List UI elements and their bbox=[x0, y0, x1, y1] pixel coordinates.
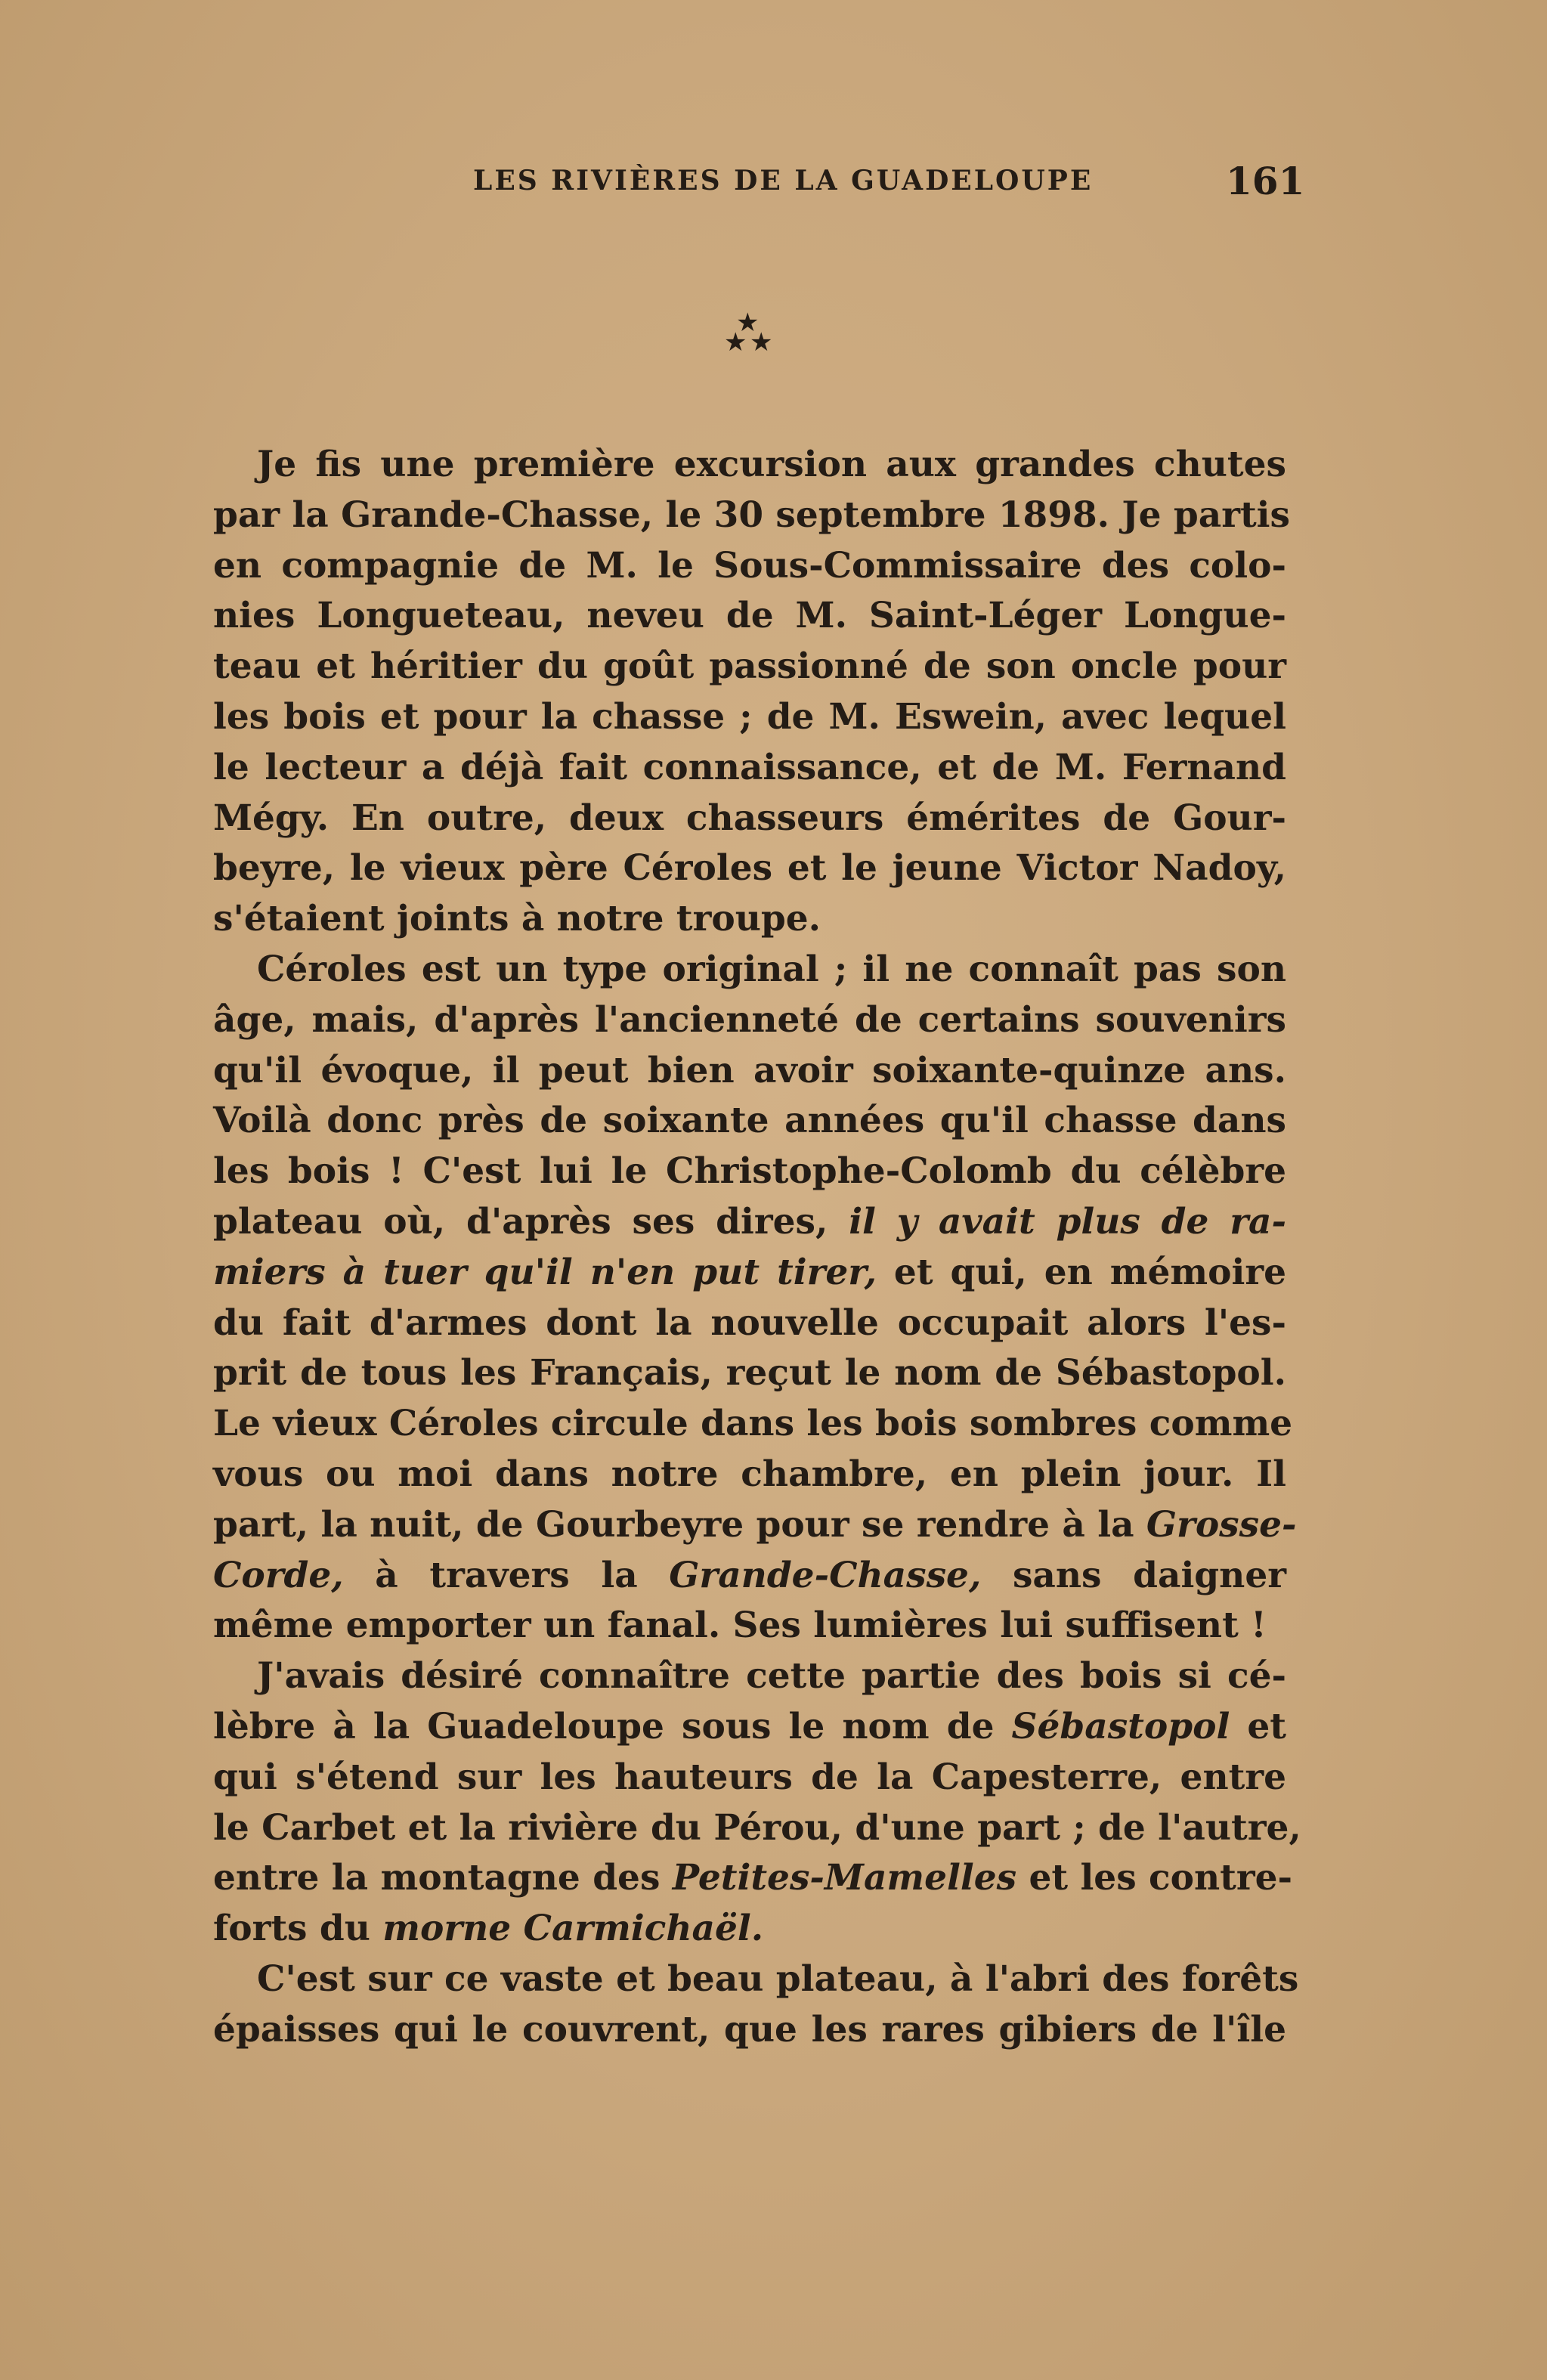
text-line: s'étaient joints à notre troupe. bbox=[213, 898, 821, 940]
text-line: vous ou moi dans notre chambre, en plein jour. Il bbox=[213, 1453, 1286, 1495]
page-number: 161 bbox=[1226, 159, 1305, 203]
text-line: du fait d'armes dont la nouvelle occupait alors l'es- bbox=[213, 1301, 1286, 1344]
asterism-star-top: ★ bbox=[736, 308, 760, 338]
text-line: les bois et pour la chasse ; de M. Eswein, avec lequel bbox=[213, 695, 1286, 738]
text-line: beyre, le vieux père Céroles et le jeune Victor Nadoy, bbox=[213, 847, 1286, 890]
text-line: par la Grande-Chasse, le 30 septembre 1898. Je partis bbox=[213, 494, 1290, 536]
text-line: miers à tuer qu'il n'en put tirer, et qui, en mémoire bbox=[213, 1251, 1287, 1293]
text-line: même emporter un fanal. Ses lumières lui suffisent ! bbox=[213, 1605, 1267, 1647]
asterism-star-right: ★ bbox=[750, 327, 773, 357]
text-line: Voilà donc près de soixante années qu'il chasse dans bbox=[213, 1100, 1286, 1142]
text-line: les bois ! C'est lui le Christophe-Colomb du célèbre bbox=[213, 1150, 1286, 1193]
text-line: teau et héritier du goût passionné de son oncle pour bbox=[213, 645, 1286, 688]
running-head-title: LES RIVIÈRES DE LA GUADELOUPE bbox=[473, 165, 1094, 197]
text-line: Céroles est un type original ; il ne connaît pas son bbox=[257, 948, 1286, 990]
text-line: prit de tous les Français, reçut le nom de Sébastopol. bbox=[213, 1352, 1286, 1394]
text-line: qu'il évoque, il peut bien avoir soixante-quinze ans. bbox=[213, 1049, 1286, 1091]
text-line: âge, mais, d'après l'ancienneté de certains souvenirs bbox=[213, 998, 1286, 1041]
text-line: le lecteur a déjà fait connaissance, et de M. Fernand bbox=[213, 746, 1286, 788]
text-line: J'avais désiré connaître cette partie des bois si cé- bbox=[257, 1655, 1286, 1698]
text-line: Le vieux Céroles circule dans les bois sombres comme bbox=[213, 1403, 1293, 1445]
text-line: entre la montagne des Petites-Mamelles et les contre- bbox=[213, 1857, 1293, 1899]
text-line: épaisses qui le couvrent, que les rares gibiers de l'île bbox=[213, 2008, 1286, 2050]
text-line: part, la nuit, de Gourbeyre pour se rendre à la Grosse- bbox=[213, 1503, 1297, 1546]
asterism-ornament bbox=[718, 308, 778, 361]
body-text bbox=[213, 440, 1301, 2056]
text-line: plateau où, d'après ses dires, il y avait plus de ra- bbox=[213, 1200, 1286, 1243]
asterism-star-left: ★ bbox=[724, 327, 747, 357]
text-line: Corde, à travers la Grande-Chasse, sans daigner bbox=[213, 1554, 1286, 1596]
text-line: nies Longueteau, neveu de M. Saint-Léger Longue- bbox=[213, 595, 1286, 637]
text-line: Mégy. En outre, deux chasseurs émérites de Gour- bbox=[213, 797, 1286, 839]
text-line: C'est sur ce vaste et beau plateau, à l'abri des forêts bbox=[257, 1958, 1299, 2000]
text-line: le Carbet et la rivière du Pérou, d'une part ; de l'autre, bbox=[213, 1806, 1301, 1849]
text-line: lèbre à la Guadeloupe sous le nom de Sébastopol et bbox=[213, 1705, 1286, 1747]
text-line: qui s'étend sur les hauteurs de la Capesterre, entre bbox=[213, 1756, 1286, 1798]
text-line: forts du morne Carmichaël. bbox=[213, 1908, 764, 1950]
text-line: en compagnie de M. le Sous-Commissaire des colo- bbox=[213, 544, 1286, 586]
text-line: Je fis une première excursion aux grandes chutes bbox=[257, 444, 1286, 485]
